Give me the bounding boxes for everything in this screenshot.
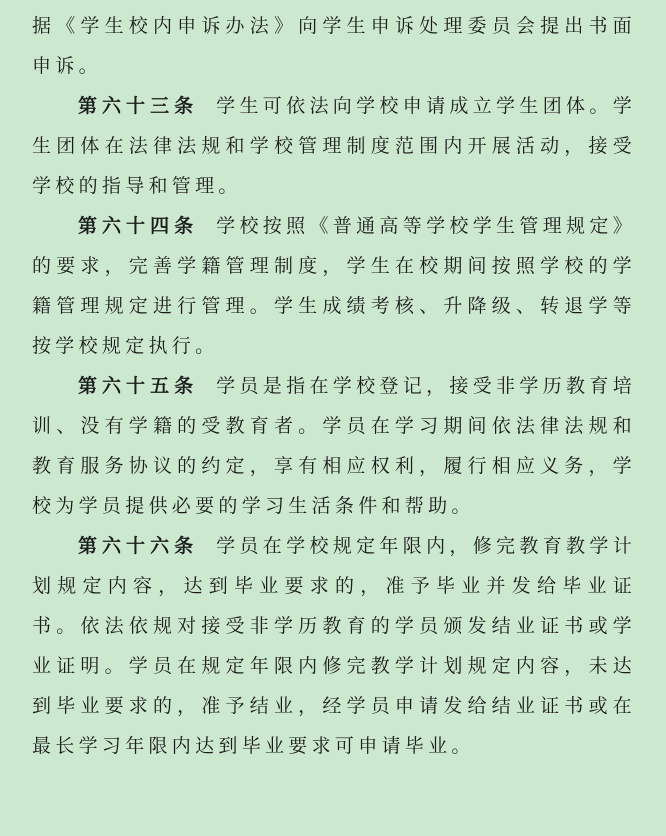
article-64	[32, 206, 636, 366]
article-66	[32, 526, 636, 766]
paragraph-text: 据《学生校内申诉办法》向学生申诉处理委员会提出书面申诉。	[32, 15, 636, 77]
article-text: 学生可依法向学校申请成立学生团体。学生团体在法律法规和学校管理制度范围内开展活动，接受学校的指导和管理。	[32, 95, 636, 197]
article-65	[32, 366, 636, 526]
article-number: 第六十六条	[78, 535, 199, 557]
continuation-paragraph	[32, 6, 636, 86]
article-text: 学校按照《普通高等学校学生管理规定》的要求，完善学籍管理制度，学生在校期间按照学校的学籍管理规定进行管理。学生成绩考核、升降级、转退学等按学校规定执行。	[32, 215, 636, 357]
article-text: 学员在学校规定年限内，修完教育教学计划规定内容，达到毕业要求的，准予毕业并发给毕业证书。依法依规对接受非学历教育的学员颁发结业证书或学业证明。学员在规定年限内修完教学计划规定内容，未达到毕业要求的，准予结业，经学员申请发给结业证书或在最长学习年限内达到毕业要求可申请毕业。	[32, 535, 636, 757]
article-63	[32, 86, 636, 206]
article-text: 学员是指在学校登记，接受非学历教育培训、没有学籍的受教育者。学员在学习期间依法律法规和教育服务协议的约定，享有相应权利，履行相应义务，学校为学员提供必要的学习生活条件和帮助。	[32, 375, 636, 517]
article-number: 第六十四条	[78, 215, 199, 237]
article-number: 第六十五条	[78, 375, 199, 397]
article-number: 第六十三条	[78, 95, 199, 117]
